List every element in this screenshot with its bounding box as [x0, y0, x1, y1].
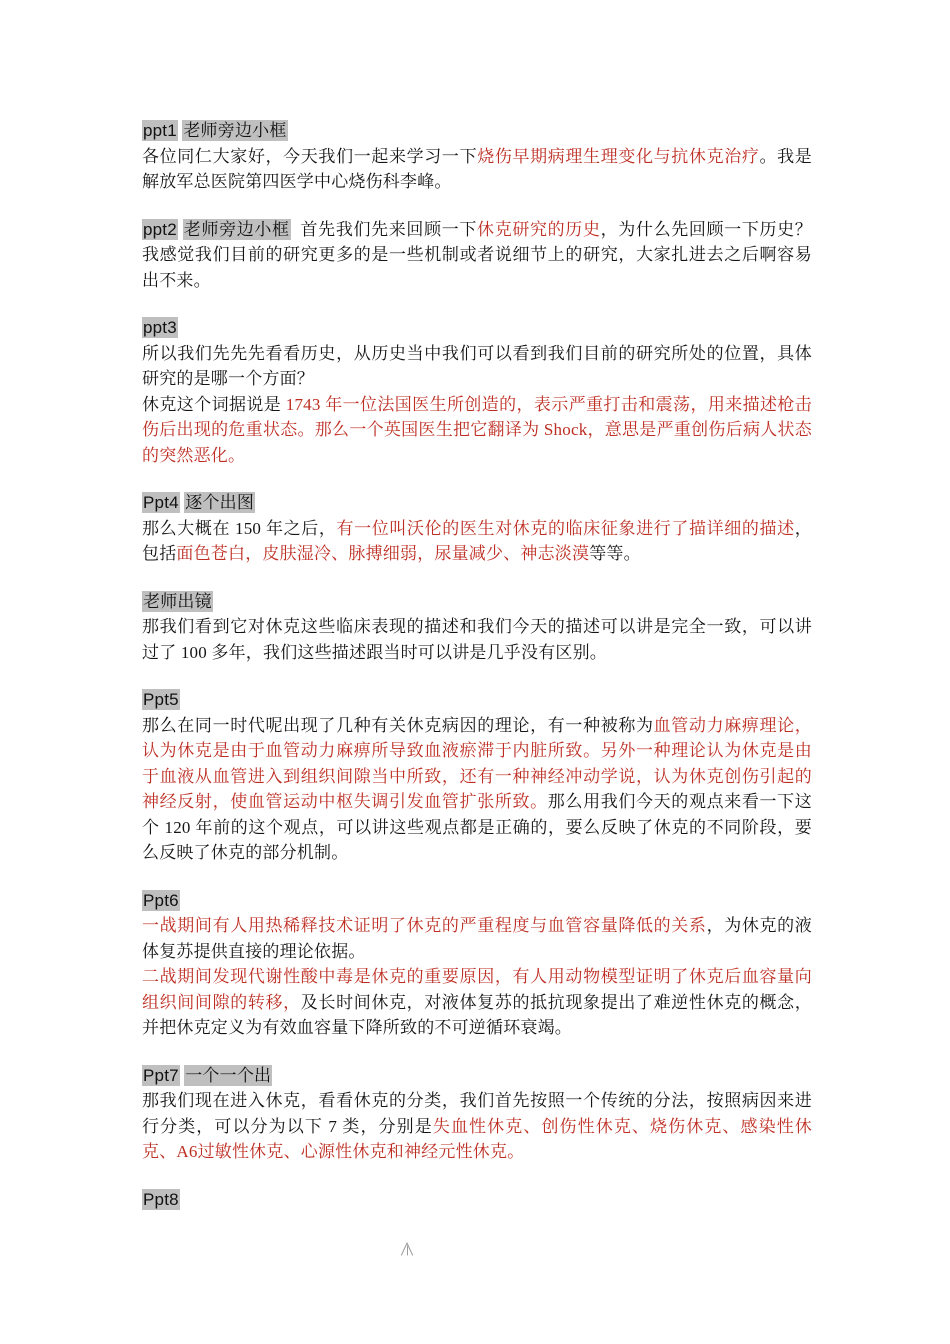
text-run: 。我是解放军总医院第四医学中心烧伤科李峰。	[142, 146, 812, 191]
highlighted-label: 老师旁边小框	[183, 219, 290, 239]
paragraph	[142, 1088, 812, 1165]
paragraph	[142, 614, 812, 665]
paragraph	[142, 392, 812, 469]
text-run: 首先我们先来回顾一下	[290, 219, 478, 239]
highlighted-label: 老师出镜	[143, 591, 212, 611]
red-text-run: 面色苍白，皮肤湿冷、脉搏细弱，尿量减少、神志淡漠	[176, 544, 590, 563]
text-run: 各位同仁大家好，今天我们一起来学习一下	[142, 146, 478, 166]
red-text-run: 失血性休克、创伤性休克、烧伤休克、感染性休克、A6过敏性休克、心源性休克和神经元性休克。	[142, 1116, 812, 1161]
text-run: 那么在同一时代呢出现了几种有关休克病因的理论，有一种被称为	[142, 715, 654, 735]
text-run: ，包括	[142, 518, 812, 563]
section-header	[142, 315, 812, 341]
red-text-run: 1743 年一位法国医生所创造的，表示严重打击和震荡，用来描述枪击伤后出现的危重状态。那么一个英国医生把它翻译为 Shock，意思是严重创伤后病人状态的突然恶化。	[142, 394, 812, 465]
text-run: 所以我们先先先看看历史，从历史当中我们可以看到我们目前的研究所处的位置，具体研究的是哪一个方面？	[142, 343, 812, 388]
highlighted-label: Ppt5	[143, 690, 179, 709]
section-header	[142, 1187, 812, 1213]
highlighted-label: Ppt7	[143, 1065, 179, 1085]
red-text-run: 血管动力麻痹理论，认为休克是由于血管动力麻痹所导致血液瘀滞于内脏所致。另外一种理论认为休克是由于血液从血管进入到组织间隙当中所致，还有一种神经冲动学说，认为休克创伤引起的神经反射，使血管运动中枢失调引发血管扩张所致。	[142, 715, 812, 811]
paragraph	[142, 913, 812, 964]
highlighted-label: 一个一个出	[185, 1065, 272, 1085]
paragraph	[142, 341, 812, 392]
section-header	[142, 118, 812, 144]
section-header	[142, 888, 812, 914]
paragraph	[142, 964, 812, 1041]
highlighted-label: Ppt6	[143, 890, 179, 910]
text-run: 休克这个词据说是	[142, 394, 286, 414]
highlighted-label: ppt3	[143, 318, 177, 337]
text-run: 那我们现在进入休克，看看休克的分类，我们首先按照一个传统的分法，按照病因来进行分类，可以分为以下 7 类，分别是	[142, 1091, 812, 1136]
section-header	[142, 687, 812, 713]
collapse-up-arrow-icon[interactable]	[398, 1240, 416, 1258]
text-run: 那我们看到它对休克这些临床表现的描述和我们今天的描述可以讲是完全一致，可以讲过了 100 多年，我们这些描述跟当时可以讲是几乎没有区别。	[142, 617, 812, 662]
highlighted-label: 老师旁边小框	[183, 121, 287, 140]
text-run: ，为休克的液体复苏提供直接的理论依据。	[142, 916, 812, 961]
section-header	[142, 589, 812, 615]
red-text-run: 休克研究的历史	[477, 219, 601, 239]
document-content	[142, 118, 812, 1212]
highlighted-label: ppt2	[143, 219, 177, 239]
paragraph	[142, 713, 812, 866]
red-text-run: 烧伤早期病理生理变化与抗休克治疗	[477, 146, 760, 166]
highlighted-label: Ppt4	[143, 493, 179, 512]
text-run: 及长时间休克，对液体复苏的抵抗现象提出了难逆性休克的概念，并把休克定义为有效血容量下降所致的不可逆循环衰竭。	[142, 992, 812, 1037]
highlighted-label: ppt1	[143, 121, 177, 140]
paragraph	[142, 516, 812, 567]
section-header	[142, 490, 812, 516]
text-run: 等等。	[589, 544, 641, 563]
section-header	[142, 1063, 812, 1089]
red-text-run: 有一位叫沃伦的医生对休克的临床征象进行了描详细的描述	[336, 518, 795, 538]
red-text-run: 一战期间有人用热稀释技术证明了休克的严重程度与血管容量降低的关系	[142, 916, 707, 935]
highlighted-label: 逐个出图	[185, 493, 255, 512]
paragraph	[142, 144, 812, 195]
section-header	[142, 217, 812, 294]
text-run: 那么用我们今天的观点来看一下这个 120 年前的这个观点，可以讲这些观点都是正确的，要么反映了休克的不同阶段，要么反映了休克的部分机制。	[142, 792, 812, 862]
text-run: ，为什么先回顾一下历史？我感觉我们目前的研究更多的是一些机制或者说细节上的研究，大家扎进去之后啊容易出不来。	[142, 219, 812, 290]
highlighted-label: Ppt8	[143, 1189, 179, 1209]
red-text-run: 二战期间发现代谢性酸中毒是休克的重要原因，有人用动物模型证明了休克后血容量向组织间间隙的转移，	[142, 967, 812, 1012]
text-run: 那么大概在 150 年之后，	[142, 518, 337, 538]
